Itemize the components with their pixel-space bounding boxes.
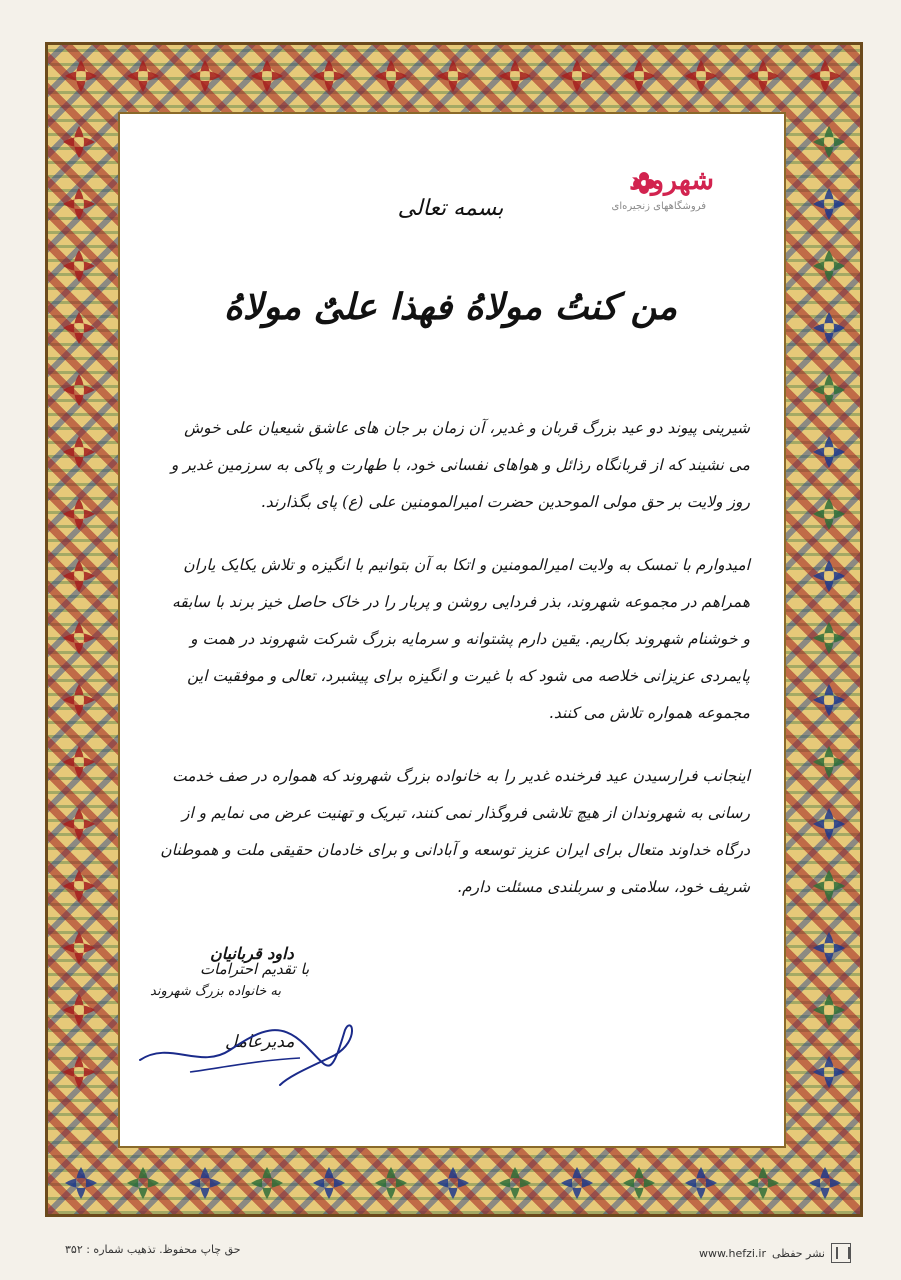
border-motif [813, 498, 845, 530]
letter-body [160, 410, 750, 932]
copyright-footer: حق چاپ محفوظ. تذهیب شماره : ۳۵۲ [65, 1243, 241, 1256]
border-motif [813, 870, 845, 902]
border-motif [813, 684, 845, 716]
border-motif [813, 250, 845, 282]
border-motif [375, 1167, 407, 1199]
border-motif [63, 560, 95, 592]
border-motif [63, 870, 95, 902]
border-motif [63, 436, 95, 468]
border-motif [499, 60, 531, 92]
border-motif [251, 1167, 283, 1199]
border-motif [313, 60, 345, 92]
paragraph-3: اینجانب فرارسیدن عید فرخنده غدیر را به خانواده بزرگ شهروند که همواره در صف خدمت رسانی به شهروندان از هیچ تلاشی فروگذار نمی کنند، تبریک و تهنیت عرض می نمایم و از درگاه خداوند متعال برای ایران عزیز توسعه و آبادانی و برای خادمان حقیقی ملت و هموطنان شریف خود، سلامتی و سربلندی مسئلت دارم. [160, 767, 750, 896]
border-motif [63, 374, 95, 406]
border-motif [813, 994, 845, 1026]
border-motif [63, 622, 95, 654]
basmala-heading: بسمه تعالی [397, 196, 504, 221]
border-motif [813, 622, 845, 654]
border-motif [437, 60, 469, 92]
paragraph-1: شیرینی پیوند دو عید بزرگ قربان و غدیر، آن زمان بر جان های عاشق شیعیان علی خوش می نشیند که از قربانگاه رذائل و هواهای نفسانی خود، با طهارت و پاکی به سرزمین غدیر و روز ولایت بر حق مولی الموحدین حضرت امیرالمومنین علی (ع) پای بگذارند. [170, 419, 750, 511]
border-motif [63, 684, 95, 716]
border-motif [623, 1167, 655, 1199]
border-motif [63, 808, 95, 840]
border-motif [813, 932, 845, 964]
border-motif [313, 1167, 345, 1199]
signature-regards: با تقدیم احترامات [200, 960, 310, 978]
border-motif [63, 498, 95, 530]
signature-family-line: به خانواده بزرگ شهروند [150, 984, 282, 999]
border-motif [127, 60, 159, 92]
border-motif [63, 1056, 95, 1088]
border-motif [685, 60, 717, 92]
paragraph-2: امیدوارم با تمسک به ولایت امیرالمومنین و اتکا به آن بتوانیم با انگیزه و تلاش یکایک یاران همراهم در مجموعه شهروند، بذر فردایی روشن و پربار را در خاک حاصل خیز برند با سابقه و خوشنام شهروند بکاریم. یقین دارم پشتوانه و سرمایه بزرگ شرکت شهروند در همت و پایمردی عزیزانی خلاصه می شود که با غیرت و انگیزه برای پیشبرد، تعالی و موفقیت این مجموعه همواره تلاش می کنند. [171, 556, 750, 722]
border-motif [375, 60, 407, 92]
logo-brand: شهروند [629, 165, 714, 196]
border-motif [63, 250, 95, 282]
border-motif [499, 1167, 531, 1199]
border-motif [813, 1056, 845, 1088]
logo-subtitle: فروشگاههای زنجیره‌ای [611, 201, 706, 212]
publisher-name: نشر حفظی [772, 1246, 825, 1260]
border-motif [63, 994, 95, 1026]
border-motif [63, 746, 95, 778]
publisher-footer [699, 1243, 851, 1263]
border-motif [65, 1167, 97, 1199]
signer-name: داود قربانیان [210, 944, 294, 963]
border-motif [189, 60, 221, 92]
hadith-title: من کنتُ مولاهُ فهذا علیٌ مولاهُ [223, 286, 678, 328]
border-motif [813, 126, 845, 158]
border-motif [561, 1167, 593, 1199]
border-motif [63, 126, 95, 158]
border-motif [813, 746, 845, 778]
border-motif [65, 60, 97, 92]
border-motif [63, 932, 95, 964]
border-motif [809, 60, 841, 92]
border-motif [685, 1167, 717, 1199]
border-motif [127, 1167, 159, 1199]
border-motif [561, 60, 593, 92]
publisher-logo-icon [831, 1243, 851, 1263]
border-motif [813, 374, 845, 406]
border-motif [813, 436, 845, 468]
border-motif [623, 60, 655, 92]
border-motif [437, 1167, 469, 1199]
border-motif [747, 1167, 779, 1199]
border-motif [813, 560, 845, 592]
border-motif [747, 60, 779, 92]
handwritten-signature [130, 1000, 370, 1090]
publisher-url: www.hefzi.ir [699, 1246, 766, 1260]
border-motif [189, 1167, 221, 1199]
border-motif [251, 60, 283, 92]
border-motif [809, 1167, 841, 1199]
border-motif [813, 808, 845, 840]
signer-title: مدیرعامل [225, 1032, 295, 1052]
